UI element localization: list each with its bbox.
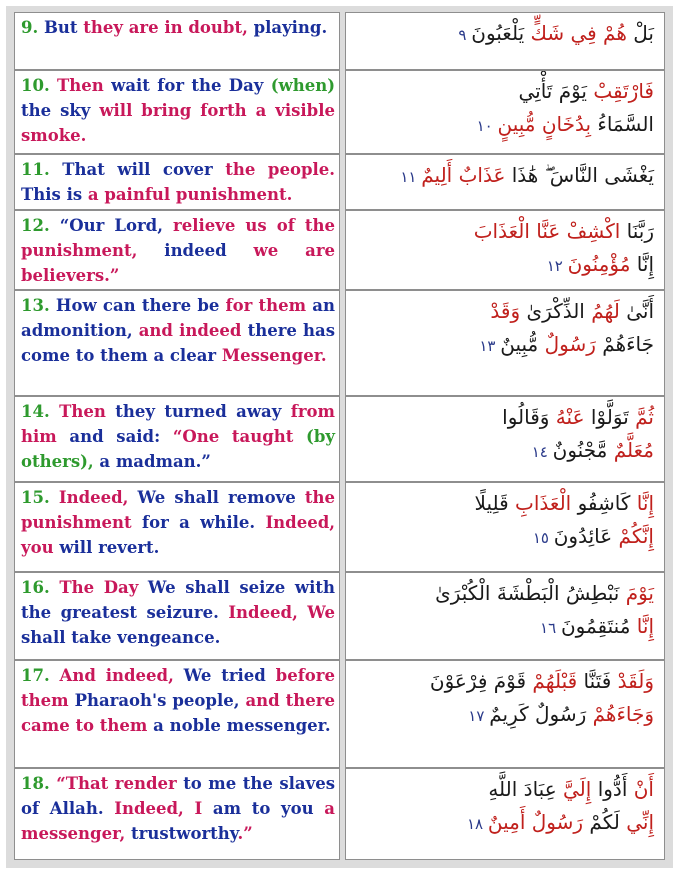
arabic-cell (345, 396, 665, 482)
text-segment: وَقَالُوا (502, 405, 550, 429)
arabic-verse (354, 773, 654, 841)
text-segment: مُنتَقِمُونَ (560, 614, 631, 638)
text-segment: “That render (49, 774, 184, 793)
text-segment: shall take vengeance. (21, 628, 221, 647)
english-cell (14, 396, 340, 482)
text-segment: they are in doubt, (83, 18, 248, 37)
text-segment: أَنَّىٰ (619, 299, 654, 323)
text-segment: الذِّكْرَىٰ (520, 299, 585, 323)
arabic-verse (354, 17, 654, 52)
verse-row-14 (14, 396, 665, 482)
text-segment: That will cover (49, 160, 226, 179)
verse-number-marker: ١٤ (531, 443, 553, 461)
english-translation (21, 213, 335, 288)
text-segment: trustworthy (125, 824, 238, 843)
arabic-cell (345, 12, 665, 70)
arabic-line (354, 75, 654, 108)
arabic-verse (354, 665, 654, 733)
text-segment: يَغْشَى النَّاسَ ۖ (538, 163, 654, 187)
english-cell (14, 210, 340, 290)
text-segment: أَنْ (627, 777, 654, 801)
text-segment: وَجَاءَهُمْ (586, 702, 654, 726)
arabic-cell (345, 154, 665, 210)
arabic-cell (345, 290, 665, 396)
text-segment: We tried (173, 666, 276, 685)
verse-number-marker: ١٣ (479, 337, 501, 355)
english-translation (21, 663, 335, 738)
text-segment: The Day (49, 578, 139, 597)
text-segment: بِدُخَانٍ مُّبِينٍ (497, 112, 592, 136)
text-segment: they turned away (115, 402, 291, 421)
english-cell (14, 70, 340, 154)
english-translation (21, 485, 335, 560)
arabic-line (354, 17, 654, 52)
text-segment: أَدُّوا (591, 777, 628, 801)
arabic-line (354, 328, 654, 363)
text-segment: Indeed, I (114, 799, 203, 818)
text-segment: relieve us of the punishment, (21, 216, 336, 260)
text-segment: نَبْطِشُ الْبَطْشَةَ الْكُبْرَىٰ (435, 581, 620, 605)
arabic-verse (354, 487, 654, 555)
arabic-verse (354, 401, 654, 469)
arabic-cell (345, 210, 665, 290)
text-segment: عَنْهُ (549, 405, 585, 429)
text-segment: But (38, 18, 84, 37)
arabic-line (354, 520, 654, 555)
verse-row-11 (14, 154, 665, 210)
text-segment: مَّجْنُونٌ (552, 438, 608, 462)
text-segment: Messenger. (221, 346, 327, 365)
english-cell (14, 290, 340, 396)
verse-number-marker: ١٨ (466, 815, 488, 833)
english-translation (21, 15, 335, 40)
text-segment: We (128, 488, 175, 507)
english-cell (14, 572, 340, 660)
verse-number-marker: ٩ (458, 26, 472, 44)
arabic-cell (345, 70, 665, 154)
text-segment: before them (21, 666, 335, 710)
english-translation (21, 293, 335, 368)
text-segment: هُمْ فِي شَكٍّ (524, 21, 627, 45)
text-segment: “Our Lord, (49, 216, 163, 235)
text-segment: عَذَابٌ أَلِيمٌ (421, 163, 506, 187)
text-segment: إِنَّا (630, 252, 654, 276)
text-segment: for a while. (131, 513, 266, 532)
arabic-line (354, 295, 654, 328)
verse-row-18 (14, 768, 665, 860)
text-segment: وَلَقَدْ (611, 669, 654, 693)
text-segment: إِنَّا (630, 614, 654, 638)
verse-number-marker: ١٠ (476, 117, 498, 135)
english-cell (14, 660, 340, 768)
verse-row-13 (14, 290, 665, 396)
english-cell (14, 482, 340, 572)
arabic-verse (354, 215, 654, 283)
text-segment: تَوَلَّوْا (584, 405, 629, 429)
text-segment: رَبَّنَا (620, 219, 654, 243)
text-segment: اكْشِفْ عَنَّا الْعَذَابَ (473, 219, 621, 243)
text-segment: We shall seize with the greatest seizure. (21, 578, 335, 622)
verse-row-16 (14, 572, 665, 660)
text-segment: السَّمَاءُ (591, 112, 654, 136)
text-segment: إِنَّا (630, 491, 654, 515)
arabic-cell (345, 768, 665, 860)
arabic-line (354, 401, 654, 434)
text-segment: we are believers.” (21, 241, 336, 285)
arabic-line (354, 665, 654, 698)
text-segment: 9. (21, 18, 39, 37)
verse-number-marker: ١١ (400, 168, 422, 186)
text-segment: ثُمَّ (628, 405, 654, 429)
text-segment: 13. (21, 296, 50, 315)
text-segment: فَارْتَقِبْ (587, 79, 654, 103)
text-segment: .” (237, 824, 253, 843)
arabic-line (354, 806, 654, 841)
arabic-verse (354, 577, 654, 645)
text-segment: the people. (225, 160, 335, 179)
arabic-line (354, 698, 654, 733)
verse-row-10 (14, 70, 665, 154)
verse-row-12 (14, 210, 665, 290)
english-translation (21, 575, 335, 650)
text-segment: shall remove (174, 488, 305, 507)
text-segment: indeed (137, 241, 254, 260)
text-segment: 10. (21, 76, 50, 95)
arabic-verse (354, 75, 654, 143)
arabic-line (354, 248, 654, 283)
text-segment: لَهُمُ (584, 299, 620, 323)
text-segment: فَتَنَّا (577, 669, 612, 693)
text-segment: an admonition, (21, 296, 335, 340)
text-segment: مُّبِينٌ (500, 332, 539, 356)
text-segment: (by others), (21, 427, 335, 471)
arabic-line (354, 487, 654, 520)
text-segment: to me the slaves of Allah. (21, 774, 335, 818)
text-segment: a madman.” (93, 452, 211, 471)
text-segment: a painful punishment. (87, 185, 293, 204)
english-translation (21, 73, 335, 148)
arabic-line (354, 215, 654, 248)
text-segment: إِلَيَّ (556, 777, 592, 801)
arabic-line (354, 577, 654, 610)
text-segment: for them (225, 296, 307, 315)
arabic-line (354, 159, 654, 194)
text-segment: إِنَّكُمْ (612, 524, 654, 548)
text-segment: the punishment (21, 488, 335, 532)
english-cell (14, 768, 340, 860)
arabic-line (354, 434, 654, 469)
text-segment: قَبْلَهُمْ (526, 669, 578, 693)
arabic-cell (345, 572, 665, 660)
text-segment: This is (21, 185, 88, 204)
text-segment: Indeed, you (21, 513, 335, 557)
text-segment: لَكُمْ (583, 810, 620, 834)
text-segment: a messenger, (21, 799, 335, 843)
text-segment: and there came to them (21, 691, 335, 735)
verse-table (6, 6, 673, 868)
text-segment: am to you (202, 799, 325, 818)
text-segment: (when) (263, 76, 335, 95)
text-segment: 15. (21, 488, 50, 507)
text-segment: Then (49, 402, 116, 421)
english-translation (21, 771, 335, 846)
text-segment: a noble messenger. (147, 716, 331, 735)
english-cell (14, 154, 340, 210)
text-segment: will bring forth a visible smoke. (21, 101, 335, 145)
text-segment: 11. (21, 160, 50, 179)
english-translation (21, 157, 335, 207)
text-segment: and indeed (138, 321, 242, 340)
arabic-cell (345, 482, 665, 572)
verse-row-9 (14, 12, 665, 70)
arabic-cell (345, 660, 665, 768)
arabic-line (354, 108, 654, 143)
text-segment: إِنِّي (619, 810, 654, 834)
text-segment: مُؤْمِنُونَ (567, 252, 631, 276)
text-segment: قَوْمَ فِرْعَوْنَ (429, 669, 527, 693)
text-segment: 17. (21, 666, 50, 685)
text-segment: مُعَلَّمٌ (607, 438, 654, 462)
arabic-verse (354, 159, 654, 194)
text-segment: and said: (56, 427, 173, 446)
text-segment: Then (49, 76, 112, 95)
text-segment: “One taught (172, 427, 294, 446)
text-segment: يَلْعَبُونَ (471, 21, 525, 45)
text-segment: عَائِدُونَ (553, 524, 613, 548)
text-segment: the sky (21, 101, 100, 120)
text-segment: بَلْ (626, 21, 654, 45)
text-segment: wait for (111, 76, 192, 95)
text-segment: Pharaoh's people, (68, 691, 246, 710)
text-segment: جَاءَهُمْ (595, 332, 654, 356)
text-segment: قَلِيلًا (474, 491, 509, 515)
verse-number-marker: ١٦ (540, 619, 561, 637)
text-segment: وَقَدْ (490, 299, 521, 323)
text-segment: Indeed, (49, 488, 129, 507)
english-cell (14, 12, 340, 70)
text-segment: الْعَذَابِ (508, 491, 572, 515)
english-translation (21, 399, 335, 474)
arabic-line (354, 773, 654, 806)
text-segment: there has come to them a clear (21, 321, 335, 365)
text-segment: will revert. (53, 538, 160, 557)
arabic-verse (354, 295, 654, 363)
verse-number-marker: ١٧ (468, 707, 490, 725)
text-segment: كَاشِفُو (571, 491, 631, 515)
text-segment: 14. (21, 402, 50, 421)
text-segment: 12. (21, 216, 50, 235)
text-segment: And indeed, (49, 666, 174, 685)
text-segment: هَٰذَا (505, 163, 539, 187)
text-segment: Indeed, We (228, 603, 335, 622)
text-segment: playing. (247, 18, 328, 37)
text-segment: عِبَادَ اللَّهِ (488, 777, 557, 801)
text-segment: رَسُولٌ (538, 332, 596, 356)
text-segment: يَوْمَ تَأْتِي (518, 79, 587, 103)
text-segment: رَسُولٌ أَمِينٌ (487, 810, 584, 834)
text-segment: رَسُولٌ كَرِيمٌ (489, 702, 587, 726)
text-segment: 18. (21, 774, 50, 793)
text-segment: يَوْمَ (619, 581, 654, 605)
verse-number-marker: ١٢ (546, 257, 568, 275)
text-segment: How can there be (49, 296, 226, 315)
text-segment: from him (21, 402, 335, 446)
arabic-line (354, 610, 654, 645)
text-segment: 16. (21, 578, 50, 597)
text-segment: the Day (191, 76, 264, 95)
verse-row-17 (14, 660, 665, 768)
verse-number-marker: ١٥ (532, 529, 554, 547)
verse-row-15 (14, 482, 665, 572)
